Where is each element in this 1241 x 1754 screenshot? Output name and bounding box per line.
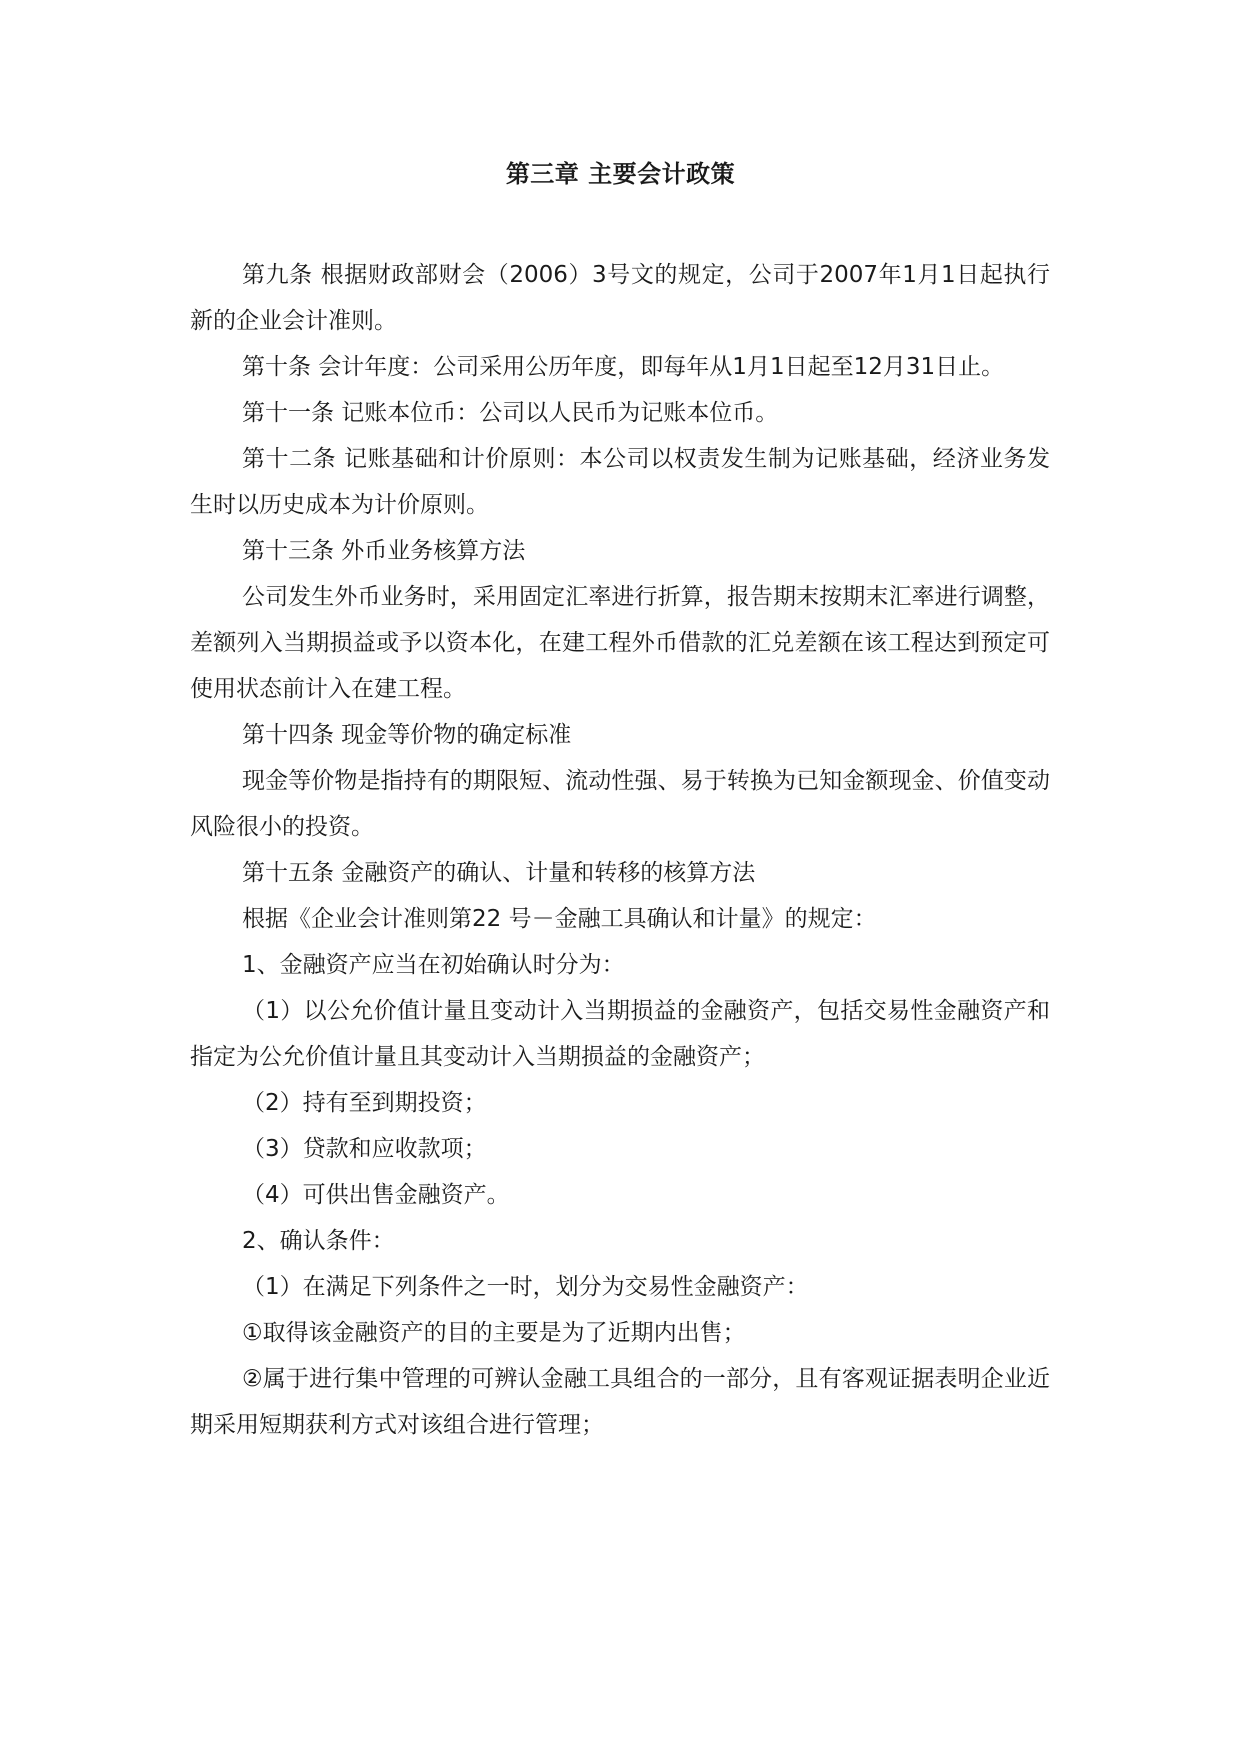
paragraph-article-14-heading: 第十四条 现金等价物的确定标准 [242,722,572,748]
paragraph-article-13-heading: 第十三条 外币业务核算方法 [242,538,526,564]
paragraph-condition-1: ①取得该金融资产的目的主要是为了近期内出售； [242,1320,746,1346]
paragraph-article-15-heading: 第十五条 金融资产的确认、计量和转移的核算方法 [242,860,756,886]
paragraph-article-14-body: 现金等价物是指持有的期限短、流动性强、易于转换为已知金额现金、价值变动风险很小的投资。 [190,768,1050,840]
document-body [190,252,1050,1448]
paragraph-subitem-1-1: （1）以公允价值计量且变动计入当期损益的金融资产，包括交易性金融资产和指定为公允价值计量且其变动计入当期损益的金融资产； [190,998,1050,1070]
paragraph-article-11: 第十一条 记账本位币：公司以人民币为记账本位币。 [242,400,779,426]
paragraph-subitem-1-2: （2）持有至到期投资； [242,1090,487,1116]
paragraph-subitem-1-3: （3）贷款和应收款项； [242,1136,487,1162]
paragraph-article-13-body: 公司发生外币业务时，采用固定汇率进行折算，报告期末按期末汇率进行调整，差额列入当期损益或予以资本化，在建工程外币借款的汇兑差额在该工程达到预定可使用状态前计入在建工程。 [190,584,1050,702]
paragraph-article-10: 第十条 会计年度：公司采用公历年度，即每年从1月1日起至12月31日止。 [242,354,1005,380]
paragraph-article-9: 第九条 根据财政部财会（2006）3号文的规定，公司于2007年1月1日起执行新的企业会计准则。 [190,262,1050,334]
paragraph-condition-2: ②属于进行集中管理的可辨认金融工具组合的一部分，且有客观证据表明企业近期采用短期获利方式对该组合进行管理； [190,1366,1050,1438]
paragraph-article-12: 第十二条 记账基础和计价原则：本公司以权责发生制为记账基础，经济业务发生时以历史成本为计价原则。 [190,446,1050,518]
paragraph-subitem-2-1: （1）在满足下列条件之一时，划分为交易性金融资产： [242,1274,809,1300]
paragraph-item-1: 1、金融资产应当在初始确认时分为： [242,952,625,978]
paragraph-item-2: 2、确认条件： [242,1228,395,1254]
paragraph-subitem-1-4: （4）可供出售金融资产。 [242,1182,510,1208]
chapter-title: 第三章 主要会计政策 [505,160,736,188]
paragraph-article-15-basis: 根据《企业会计准则第22 号－金融工具确认和计量》的规定： [242,906,877,932]
